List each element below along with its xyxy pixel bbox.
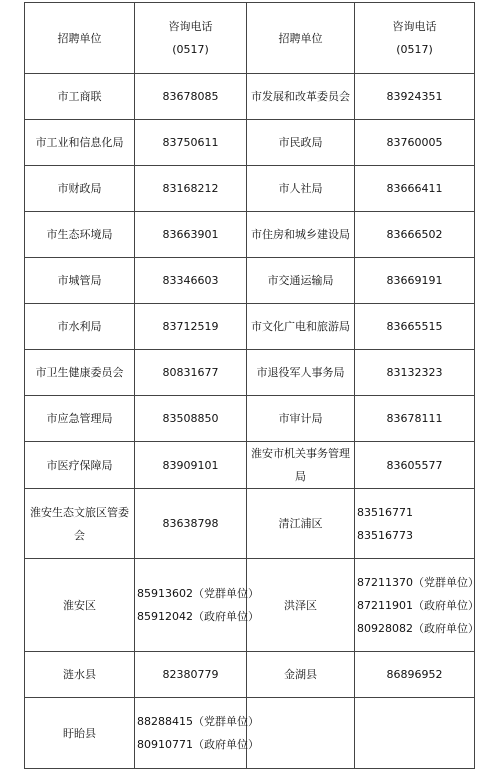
phone-cell-left — [135, 559, 259, 652]
unit-name-left: 市水利局 — [25, 304, 135, 350]
unit-name-left: 市卫生健康委员会 — [25, 350, 135, 396]
table-row — [25, 74, 475, 120]
table-row — [25, 350, 475, 396]
unit-name-left: 市财政局 — [25, 166, 135, 212]
table-row — [25, 652, 475, 698]
header-area-code: (0517) — [396, 43, 433, 56]
phone-number: 83638798 — [162, 517, 219, 530]
phone-cell-right — [355, 212, 475, 258]
unit-name-right — [247, 698, 355, 769]
table-row — [25, 120, 475, 166]
phone-cell-right — [355, 304, 475, 350]
phone-number: 83712519 — [162, 320, 219, 333]
phone-cell-right — [355, 652, 475, 698]
phone-number: 83508850 — [162, 412, 219, 425]
unit-name-left: 盱眙县 — [25, 698, 135, 769]
table-row — [25, 258, 475, 304]
phone-number: 83516773 — [357, 528, 413, 542]
phone-number: 83760005 — [386, 136, 443, 149]
header-phone-label: 咨询电话 — [168, 20, 213, 33]
phone-number: 83516771 — [357, 505, 413, 519]
phone-cell-left — [135, 212, 247, 258]
phone-cell-left — [135, 652, 247, 698]
phone-number: 83666411 — [386, 182, 443, 195]
phone-cell-left — [135, 74, 247, 120]
unit-name-right: 市人社局 — [247, 166, 355, 212]
header-area-code: (0517) — [172, 43, 209, 56]
table-row — [25, 442, 475, 489]
unit-name-right: 洪泽区 — [247, 559, 355, 652]
unit-name-right: 市文化广电和旅游局 — [247, 304, 355, 350]
phone-number: 83924351 — [386, 90, 443, 103]
table-row — [25, 489, 475, 559]
phone-number: 83678085 — [162, 90, 219, 103]
table-row — [25, 304, 475, 350]
phone-cell-right — [355, 74, 475, 120]
unit-name-left: 淮安区 — [25, 559, 135, 652]
phone-cell-left — [135, 442, 247, 489]
phone-cell-right — [355, 166, 475, 212]
phone-number: 83678111 — [386, 412, 443, 425]
unit-name-right: 市交通运输局 — [247, 258, 355, 304]
phone-number: 87211370（党群单位） — [357, 575, 479, 589]
header-unit-right: 招聘单位 — [247, 3, 355, 74]
phone-cell-left — [135, 166, 247, 212]
phone-cell-left — [135, 489, 247, 559]
phone-number: 86896952 — [386, 668, 443, 681]
header-phone-right — [355, 3, 475, 74]
table-header-row — [25, 3, 475, 74]
unit-name-left: 市工业和信息化局 — [25, 120, 135, 166]
phone-cell-right — [355, 396, 475, 442]
unit-name-left: 市城管局 — [25, 258, 135, 304]
phone-number: 83168212 — [162, 182, 219, 195]
phone-number: 83669191 — [386, 274, 443, 287]
table-row — [25, 212, 475, 258]
phone-number: 83663901 — [162, 228, 219, 241]
table-row — [25, 166, 475, 212]
unit-name-right: 市民政局 — [247, 120, 355, 166]
phone-number: 83909101 — [162, 458, 219, 472]
unit-name-left: 市应急管理局 — [25, 396, 135, 442]
unit-name-left: 涟水县 — [25, 652, 135, 698]
phone-cell-right — [355, 258, 475, 304]
table-row — [25, 559, 475, 652]
phone-number: 83346603 — [162, 274, 219, 287]
phone-cell-left — [135, 258, 247, 304]
unit-name-left: 淮安生态文旅区管委会 — [25, 489, 135, 559]
phone-number: 83665515 — [386, 320, 443, 333]
header-phone-left — [135, 3, 247, 74]
unit-name-right: 金湖县 — [247, 652, 355, 698]
unit-name-left: 市工商联 — [25, 74, 135, 120]
recruitment-contact-table — [24, 2, 479, 769]
phone-cell-right — [355, 350, 475, 396]
phone-cell-left — [135, 350, 247, 396]
phone-number: 82380779 — [162, 668, 219, 681]
phone-cell-left — [135, 698, 259, 769]
unit-name-left: 市生态环境局 — [25, 212, 135, 258]
phone-number: 80910771（政府单位） — [137, 738, 259, 751]
unit-name-left: 市医疗保障局 — [25, 442, 135, 489]
unit-name-right: 淮安市机关事务管理局 — [247, 442, 355, 489]
phone-number: 83666502 — [386, 228, 443, 241]
phone-cell-right — [355, 120, 475, 166]
phone-number: 83132323 — [386, 366, 443, 379]
phone-number: 88288415（党群单位） — [137, 715, 259, 728]
phone-cell-right — [355, 559, 479, 652]
phone-cell-left — [135, 304, 247, 350]
phone-number: 80928082（政府单位） — [357, 621, 479, 635]
phone-number: 80831677 — [162, 366, 219, 379]
phone-cell-left — [135, 396, 247, 442]
header-unit-left: 招聘单位 — [25, 3, 135, 74]
table-row — [25, 698, 475, 769]
phone-cell-left — [135, 120, 247, 166]
unit-name-right: 市发展和改革委员会 — [247, 74, 355, 120]
phone-number: 85913602（党群单位） — [137, 587, 259, 600]
unit-name-right: 市审计局 — [247, 396, 355, 442]
phone-number: 85912042（政府单位） — [137, 610, 259, 623]
phone-cell-right — [355, 489, 475, 559]
table-row — [25, 396, 475, 442]
phone-number: 83605577 — [386, 458, 443, 472]
unit-name-right: 市住房和城乡建设局 — [247, 212, 355, 258]
phone-number: 87211901（政府单位） — [357, 598, 479, 612]
phone-cell-right — [355, 442, 475, 489]
header-phone-label: 咨询电话 — [392, 20, 437, 33]
phone-cell-right — [355, 698, 475, 769]
unit-name-right: 清江浦区 — [247, 489, 355, 559]
phone-number: 83750611 — [162, 136, 219, 149]
unit-name-right: 市退役军人事务局 — [247, 350, 355, 396]
